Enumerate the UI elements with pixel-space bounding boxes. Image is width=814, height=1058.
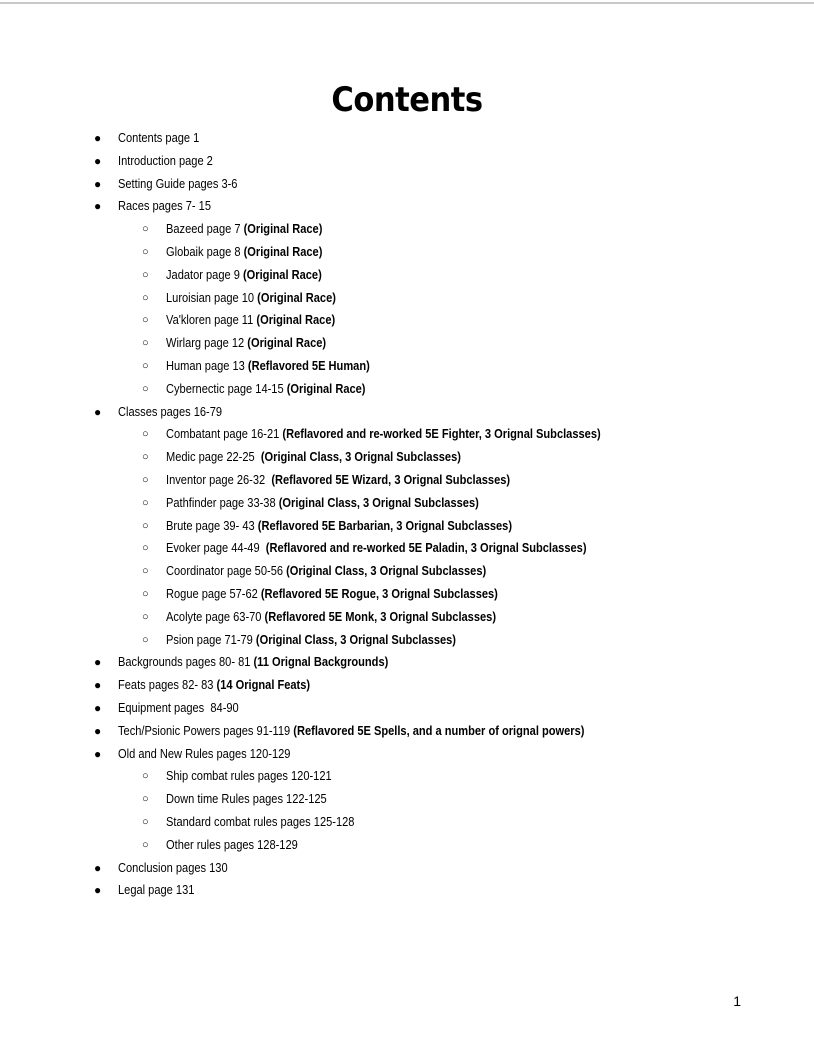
- toc-subitem: [0, 515, 814, 538]
- toc-item-note: (14 Orignal Feats): [216, 677, 311, 693]
- toc-subitem: [0, 378, 814, 401]
- toc-item-content: [166, 788, 327, 811]
- toc-item: [0, 674, 814, 697]
- toc-item-content: [166, 560, 486, 583]
- toc-item-text: Globaik page 8: [166, 243, 244, 259]
- toc-item-text: Va'kloren page 11: [166, 312, 257, 328]
- toc-item-note: (Reflavored and re-worked 5E Fighter, 3 Orignal Subclasses): [282, 426, 601, 442]
- toc-item-note: (Original Race): [247, 335, 327, 351]
- toc-item-content: [166, 287, 336, 310]
- hollow-bullet-icon: ○: [142, 496, 149, 509]
- toc-item-content: [166, 378, 366, 401]
- toc-item-content: [118, 743, 290, 766]
- toc-item-note: (Original Class, 3 Orignal Subclasses): [278, 494, 479, 510]
- toc-item-content: [118, 127, 199, 150]
- toc-item-content: [118, 195, 211, 218]
- toc-item-content: [118, 697, 239, 720]
- toc-subitem: [0, 811, 814, 834]
- bullet-icon: ●: [94, 700, 102, 715]
- toc-subitem: [0, 332, 814, 355]
- toc-item-content: [118, 651, 388, 674]
- toc-subitem: [0, 446, 814, 469]
- toc-item-text: Luroisian page 10: [166, 289, 258, 305]
- toc-subitem: [0, 469, 814, 492]
- toc-subitem: [0, 788, 814, 811]
- toc-item-text: Setting Guide pages 3-6: [118, 175, 238, 191]
- toc-subitem: [0, 583, 814, 606]
- toc-item-text: Acolyte page 63-70: [166, 608, 265, 624]
- toc-item-content: [166, 492, 479, 515]
- toc-item-content: [166, 446, 461, 469]
- toc-item-content: [118, 150, 213, 173]
- toc-item-note: (Reflavored and re-worked 5E Paladin, 3 Orignal Subclasses): [265, 540, 587, 556]
- toc-item-content: [166, 811, 354, 834]
- toc-item-content: [166, 241, 322, 264]
- bullet-icon: ●: [94, 655, 102, 670]
- hollow-bullet-icon: ○: [142, 770, 149, 783]
- toc-subitem: [0, 264, 814, 287]
- hollow-bullet-icon: ○: [142, 587, 149, 600]
- toc-subitem: [0, 765, 814, 788]
- toc-item-content: [166, 629, 456, 652]
- bullet-icon: ●: [94, 153, 102, 168]
- hollow-bullet-icon: ○: [142, 428, 149, 441]
- toc-subitem: [0, 560, 814, 583]
- toc-item-content: [166, 537, 587, 560]
- toc-item: [0, 879, 814, 902]
- toc-subitem: [0, 606, 814, 629]
- toc-item: [0, 697, 814, 720]
- toc-item-note: (11 Orignal Backgrounds): [253, 654, 389, 670]
- toc-item-content: [118, 173, 237, 196]
- bullet-icon: ●: [94, 678, 102, 693]
- toc-item-content: [166, 332, 326, 355]
- bullet-icon: ●: [94, 131, 102, 145]
- bullet-icon: ●: [94, 176, 102, 191]
- toc-item-content: [166, 515, 512, 538]
- page-title: Contents: [331, 80, 483, 120]
- toc-item-note: (Reflavored 5E Wizard, 3 Orignal Subclasses): [271, 471, 511, 487]
- toc-item-text: Jadator page 9: [166, 266, 243, 282]
- toc-item-text: Backgrounds pages 80- 81: [118, 654, 254, 670]
- hollow-bullet-icon: ○: [142, 793, 149, 806]
- toc-item: [0, 173, 814, 196]
- page-number: 1: [733, 993, 741, 1009]
- hollow-bullet-icon: ○: [142, 473, 149, 486]
- toc-item: [0, 857, 814, 880]
- bullet-icon: ●: [94, 746, 102, 761]
- hollow-bullet-icon: ○: [142, 815, 149, 828]
- toc-item-note: (Reflavored 5E Spells, and a number of orignal powers): [293, 722, 585, 738]
- toc-item: [0, 720, 814, 743]
- toc-item-text: Down time Rules pages 122-125: [166, 791, 327, 807]
- toc-subitem: [0, 218, 814, 241]
- table-of-contents: [0, 127, 814, 902]
- toc-item-text: Standard combat rules pages 125-128: [166, 813, 355, 829]
- page-top-border: [0, 2, 814, 4]
- toc-item-text: Classes pages 16-79: [118, 403, 223, 419]
- toc-item-note: (Reflavored 5E Monk, 3 Orignal Subclasses): [264, 608, 497, 624]
- bullet-icon: ●: [94, 883, 102, 898]
- toc-item-text: Inventor page 26-32: [166, 471, 272, 487]
- toc-item-content: [118, 879, 194, 902]
- toc-subitem: [0, 423, 814, 446]
- toc-item-text: Human page 13: [166, 357, 248, 373]
- bullet-icon: ●: [94, 723, 102, 738]
- toc-subitem: [0, 537, 814, 560]
- hollow-bullet-icon: ○: [142, 245, 149, 258]
- hollow-bullet-icon: ○: [142, 451, 149, 464]
- toc-item-content: [166, 583, 498, 606]
- toc-item-text: Cybernectic page 14-15: [166, 380, 287, 396]
- toc-item-note: (Reflavored 5E Barbarian, 3 Orignal Subclasses): [257, 517, 513, 533]
- toc-item-content: [166, 423, 601, 446]
- toc-item-text: Feats pages 82- 83: [118, 677, 217, 693]
- toc-subitem: [0, 241, 814, 264]
- toc-item: [0, 743, 814, 766]
- toc-item-text: Psion page 71-79: [166, 631, 256, 647]
- hollow-bullet-icon: ○: [142, 838, 149, 851]
- toc-item-text: Medic page 22-25: [166, 449, 261, 465]
- toc-item-content: [166, 469, 510, 492]
- toc-item: [0, 651, 814, 674]
- toc-item-note: (Original Race): [257, 289, 336, 305]
- toc-item-note: (Original Class, 3 Orignal Subclasses): [255, 631, 457, 647]
- toc-item-note: (Original Race): [256, 312, 336, 328]
- hollow-bullet-icon: ○: [142, 337, 149, 350]
- hollow-bullet-icon: ○: [142, 633, 149, 646]
- toc-subitem: [0, 309, 814, 332]
- bullet-icon: ●: [94, 199, 102, 214]
- toc-item-note: (Original Race): [243, 243, 323, 259]
- hollow-bullet-icon: ○: [142, 291, 149, 304]
- toc-item-text: Introduction page 2: [118, 152, 213, 168]
- toc-item-content: [118, 720, 584, 743]
- toc-item-note: (Original Race): [243, 221, 323, 237]
- toc-item: [0, 195, 814, 218]
- toc-item-content: [118, 857, 228, 880]
- toc-item-text: Evoker page 44-49: [166, 540, 266, 556]
- hollow-bullet-icon: ○: [142, 223, 149, 236]
- toc-item-text: Pathfinder page 33-38: [166, 494, 279, 510]
- toc-item-content: [166, 264, 322, 287]
- toc-item-text: Equipment pages 84-90: [118, 699, 239, 715]
- toc-item-text: Brute page 39- 43: [166, 517, 258, 533]
- toc-item-text: Other rules pages 128-129: [166, 836, 298, 852]
- hollow-bullet-icon: ○: [142, 565, 149, 578]
- toc-item-note: (Reflavored 5E Human): [247, 357, 370, 373]
- hollow-bullet-icon: ○: [142, 268, 149, 281]
- toc-item-text: Conclusion pages 130: [118, 859, 228, 875]
- toc-item: [0, 401, 814, 424]
- toc-item-content: [118, 401, 222, 424]
- toc-item-content: [166, 606, 496, 629]
- toc-item-text: Coordinator page 50-56: [166, 563, 287, 579]
- toc-item-note: (Original Race): [286, 380, 366, 396]
- toc-item-text: Races pages 7- 15: [118, 198, 211, 214]
- toc-item-text: Combatant page 16-21: [166, 426, 283, 442]
- toc-item-content: [166, 309, 335, 332]
- toc-item-content: [118, 674, 310, 697]
- toc-item-text: Bazeed page 7: [166, 221, 244, 237]
- toc-item-text: Legal page 131: [118, 882, 195, 898]
- toc-item-text: Contents page 1: [118, 130, 200, 145]
- toc-item-note: (Original Class, 3 Orignal Subclasses): [286, 563, 487, 579]
- hollow-bullet-icon: ○: [142, 359, 149, 372]
- toc-subitem: [0, 355, 814, 378]
- toc-item-text: Ship combat rules pages 120-121: [166, 768, 332, 784]
- toc-subitem: [0, 629, 814, 652]
- toc-item: [0, 150, 814, 173]
- hollow-bullet-icon: ○: [142, 610, 149, 623]
- bullet-icon: ●: [94, 860, 102, 875]
- hollow-bullet-icon: ○: [142, 314, 149, 327]
- toc-item-note: (Reflavored 5E Rogue, 3 Orignal Subclasses): [260, 585, 498, 601]
- hollow-bullet-icon: ○: [142, 519, 149, 532]
- toc-item-text: Tech/Psionic Powers pages 91-119: [118, 722, 294, 738]
- toc-item-content: [166, 218, 322, 241]
- bullet-icon: ●: [94, 404, 102, 419]
- toc-item-text: Old and New Rules pages 120-129: [118, 745, 291, 761]
- toc-item-content: [166, 834, 298, 857]
- toc-item-text: Wirlarg page 12: [166, 335, 248, 351]
- toc-subitem: [0, 834, 814, 857]
- toc-subitem: [0, 492, 814, 515]
- toc-item: [0, 127, 814, 150]
- toc-item-content: [166, 765, 332, 788]
- hollow-bullet-icon: ○: [142, 382, 149, 395]
- toc-item-note: (Original Race): [242, 266, 322, 282]
- toc-item-content: [166, 355, 370, 378]
- toc-subitem: [0, 287, 814, 310]
- toc-item-text: Rogue page 57-62: [166, 585, 261, 601]
- toc-item-note: (Original Class, 3 Orignal Subclasses): [260, 449, 461, 465]
- hollow-bullet-icon: ○: [142, 542, 149, 555]
